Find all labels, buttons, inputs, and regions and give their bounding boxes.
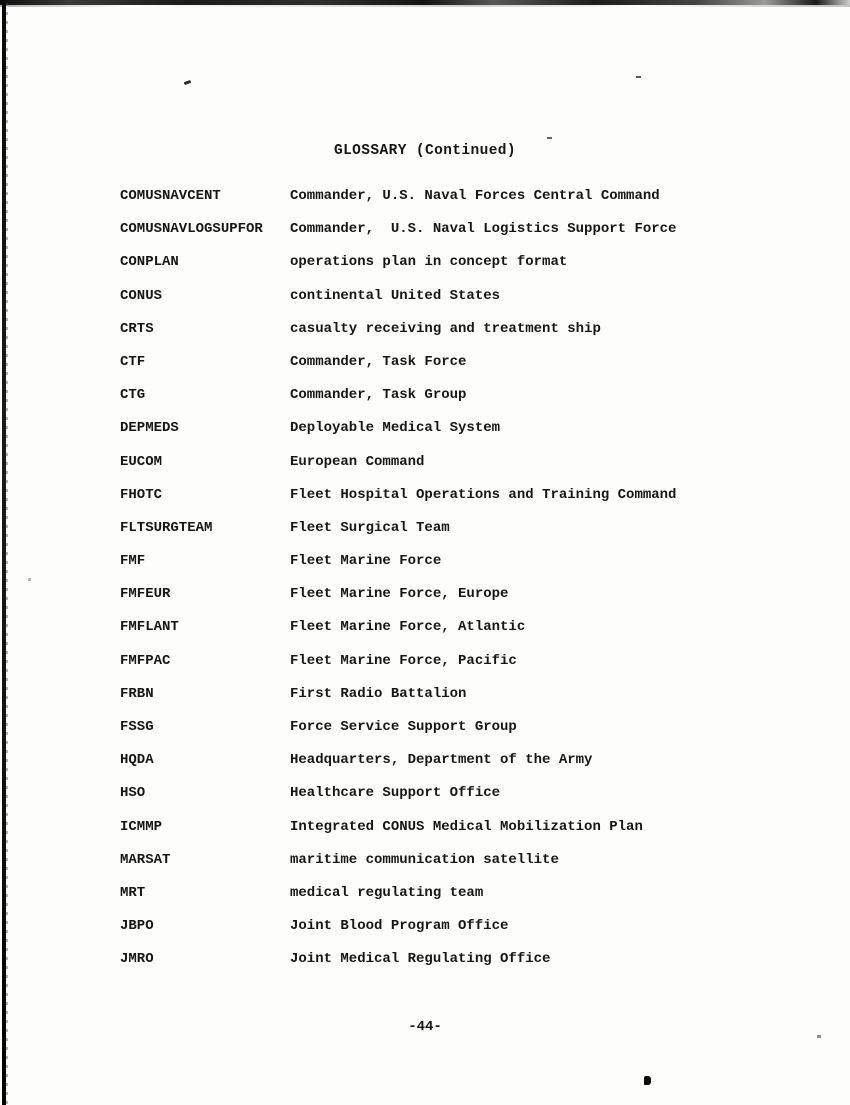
- glossary-row: [120, 720, 820, 753]
- glossary-acronym: FMFEUR: [120, 586, 171, 603]
- scan-speck: [547, 137, 552, 139]
- glossary-acronym: COMUSNAVCENT: [120, 188, 221, 204]
- scan-speck: [817, 1035, 821, 1038]
- glossary-row: [120, 820, 820, 853]
- scan-speck: [636, 76, 641, 78]
- glossary-definition: Commander, U.S. Naval Logistics Support Force: [290, 221, 677, 238]
- glossary-acronym: ICMMP: [120, 818, 163, 835]
- glossary-row: [120, 455, 820, 488]
- glossary-row: [120, 587, 820, 620]
- glossary-row: [120, 886, 820, 919]
- scan-speck: [28, 578, 31, 581]
- glossary-acronym: JMRO: [120, 951, 154, 968]
- glossary-acronym: FHOTC: [120, 486, 163, 503]
- glossary-definition: medical regulating team: [290, 884, 484, 901]
- glossary-acronym: CONPLAN: [120, 254, 179, 271]
- glossary-row: [120, 753, 820, 786]
- glossary-definition: Commander, Task Group: [290, 387, 467, 404]
- glossary-acronym: FMFPAC: [120, 652, 171, 669]
- glossary-row: [120, 355, 820, 388]
- glossary-row: [120, 488, 820, 521]
- glossary-definition: Healthcare Support Office: [290, 785, 501, 802]
- glossary-row: [120, 388, 820, 421]
- glossary-row: [120, 919, 820, 952]
- page-number: -44-: [408, 1019, 442, 1035]
- glossary-definition: Joint Blood Program Office: [290, 918, 509, 935]
- glossary-acronym: FMFLANT: [120, 619, 179, 636]
- glossary-definition: Fleet Marine Force, Pacific: [290, 652, 517, 669]
- glossary-definition: casualty receiving and treatment ship: [290, 320, 601, 337]
- glossary-definition: Commander, Task Force: [290, 353, 467, 370]
- glossary-acronym: HSO: [120, 785, 146, 802]
- glossary-definition: continental United States: [290, 287, 501, 304]
- glossary-row: [120, 654, 820, 687]
- scan-left-edge-fuzz: [6, 3, 8, 1105]
- glossary-row: [120, 554, 820, 587]
- glossary-definition: European Command: [290, 453, 425, 470]
- glossary-row: [120, 289, 820, 322]
- glossary-definition: Commander, U.S. Naval Forces Central Command: [290, 188, 660, 204]
- glossary-acronym: FLTSURGTEAM: [120, 519, 213, 536]
- glossary-row: [120, 421, 820, 454]
- glossary-acronym: CRTS: [120, 320, 154, 337]
- glossary-acronym: MARSAT: [120, 851, 171, 868]
- glossary-definition: Integrated CONUS Medical Mobilization Plan: [290, 818, 643, 835]
- glossary-acronym: COMUSNAVLOGSUPFOR: [120, 221, 263, 238]
- glossary-acronym: FRBN: [120, 685, 154, 702]
- glossary-row: [120, 620, 820, 653]
- glossary-row: [120, 255, 820, 288]
- scan-top-edge-shadow: [0, 5, 850, 7]
- glossary-definition: operations plan in concept format: [290, 254, 568, 271]
- scan-speck: [184, 80, 192, 85]
- glossary-definition: Force Service Support Group: [290, 719, 517, 735]
- scan-speck: [644, 1076, 651, 1085]
- glossary-row: [120, 222, 820, 255]
- glossary-definition: Headquarters, Department of the Army: [290, 752, 593, 769]
- glossary-definition: Fleet Marine Force, Atlantic: [290, 619, 526, 636]
- glossary-row: [120, 189, 820, 222]
- glossary-acronym: FSSG: [120, 719, 154, 735]
- glossary-acronym: CTF: [120, 353, 146, 370]
- glossary-definition: maritime communication satellite: [290, 851, 559, 868]
- glossary-definition: Fleet Surgical Team: [290, 519, 450, 536]
- glossary-row: [120, 786, 820, 819]
- glossary-definition: Deployable Medical System: [290, 420, 501, 437]
- glossary-acronym: JBPO: [120, 918, 154, 935]
- glossary-acronym: CONUS: [120, 287, 163, 304]
- glossary-definition: Fleet Marine Force, Europe: [290, 586, 509, 603]
- glossary-row: [120, 952, 820, 985]
- glossary-row: [120, 853, 820, 886]
- glossary-list: [120, 189, 820, 986]
- glossary-acronym: DEPMEDS: [120, 420, 179, 437]
- glossary-acronym: HQDA: [120, 752, 154, 769]
- glossary-acronym: EUCOM: [120, 453, 163, 470]
- glossary-row: [120, 521, 820, 554]
- glossary-acronym: CTG: [120, 387, 146, 404]
- glossary-definition: First Radio Battalion: [290, 685, 467, 702]
- glossary-definition: Fleet Hospital Operations and Training Command: [290, 486, 677, 503]
- page-title: GLOSSARY (Continued): [333, 143, 517, 159]
- glossary-definition: Fleet Marine Force: [290, 553, 442, 570]
- glossary-row: [120, 687, 820, 720]
- glossary-definition: Joint Medical Regulating Office: [290, 951, 551, 968]
- glossary-acronym: MRT: [120, 884, 146, 901]
- glossary-row: [120, 322, 820, 355]
- glossary-acronym: FMF: [120, 553, 146, 570]
